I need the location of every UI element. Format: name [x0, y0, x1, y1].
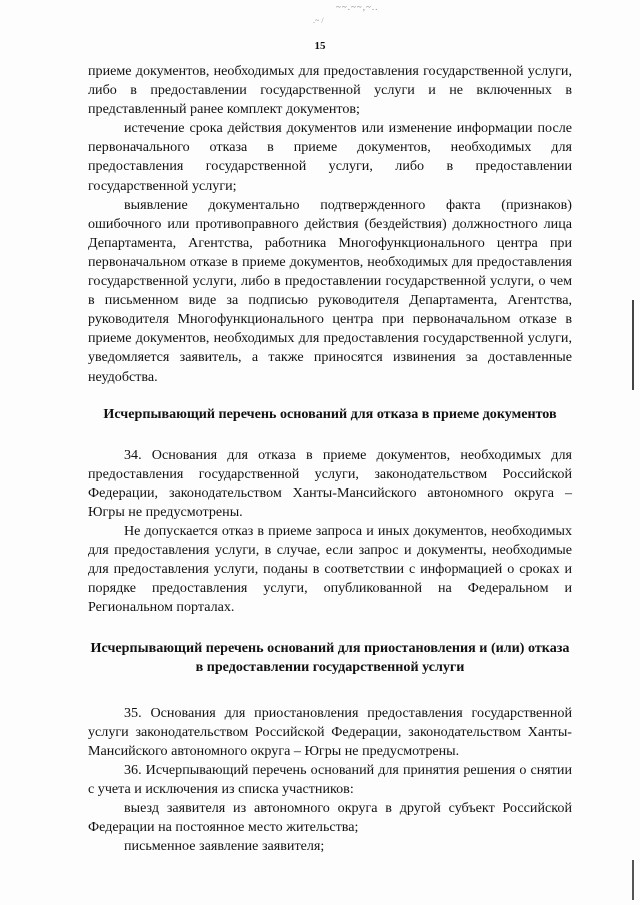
section-heading-suspension: Исчерпывающий перечень оснований для приостановления и (или) отказа в предоставлении государственной услуги [90, 639, 570, 675]
scan-edge-line [632, 860, 634, 900]
section-heading-refusal-docs: Исчерпывающий перечень оснований для отказа в приеме документов [103, 405, 557, 422]
scan-edge-line [632, 300, 634, 390]
paragraph-not-allowed: Не допускается отказ в приеме запроса и иных документов, необходимых для предоставления услуги, в случае, если запрос и документы, необходимые для предоставления услуги, поданы в соответствии с информацией о сроках и порядке предоставления услуги, опубликованной на Федеральном и Региональном порталах. [88, 523, 572, 616]
paragraph-expiry: истечение срока действия документов или изменение информации после первоначального отказа в приеме документов, необходимых для предоставления государственной услуги, либо в предоставлении государственной услуги; [88, 120, 572, 194]
scan-artifact-small: .~ / [313, 16, 324, 25]
paragraph-continuation: приеме документов, необходимых для предоставления государственной услуги, либо в предоставлении государственной услуги и не включенных в представленный ранее комплект документов; [88, 63, 572, 118]
paragraph-statement: письменное заявление заявителя; [124, 838, 325, 855]
page-number: 15 [314, 40, 326, 52]
paragraph-34: 34. Основания для отказа в приеме документов, необходимых для предоставления государственной услуги, законодательством Российской Федерации, законодательством Ханты-Мансийского автономного округа – Югры не предусмотрены. [88, 446, 572, 520]
paragraph-36: 36. Исчерпывающий перечень оснований для принятия решения о снятии с учета и исключения из списка участников: [88, 762, 572, 798]
scan-artifact: ~~.~~,~.. [336, 2, 379, 12]
paragraph-violation: выявление документально подтвержденного факта (признаков) ошибочного или противоправного действия (бездействия) должностного лица Департамента, Агентства, работника Многофункционального центра при первоначальном отказе в приеме документов, необходимых для предоставления государственной услуги, либо в предоставлении государственной услуги, о чем в письменном виде за подписью руководителя Департамента, Агентства, руководителя Многофункционального центра при первоначальном отказе в приеме документов, необходимых для предоставления государственной услуги, уведомляется заявитель, а также приносятся извинения за доставленные неудобства. [88, 196, 572, 385]
paragraph-departure: выезд заявителя из автономного округа в другой субъект Российской Федерации на постоянное место жительства; [88, 800, 572, 836]
paragraph-35: 35. Основания для приостановления предоставления государственной услуги законодательством Российской Федерации, законодательством Ханты-Мансийского автономного округа – Югры не предусмотрены. [88, 704, 572, 759]
document-body [88, 62, 572, 856]
